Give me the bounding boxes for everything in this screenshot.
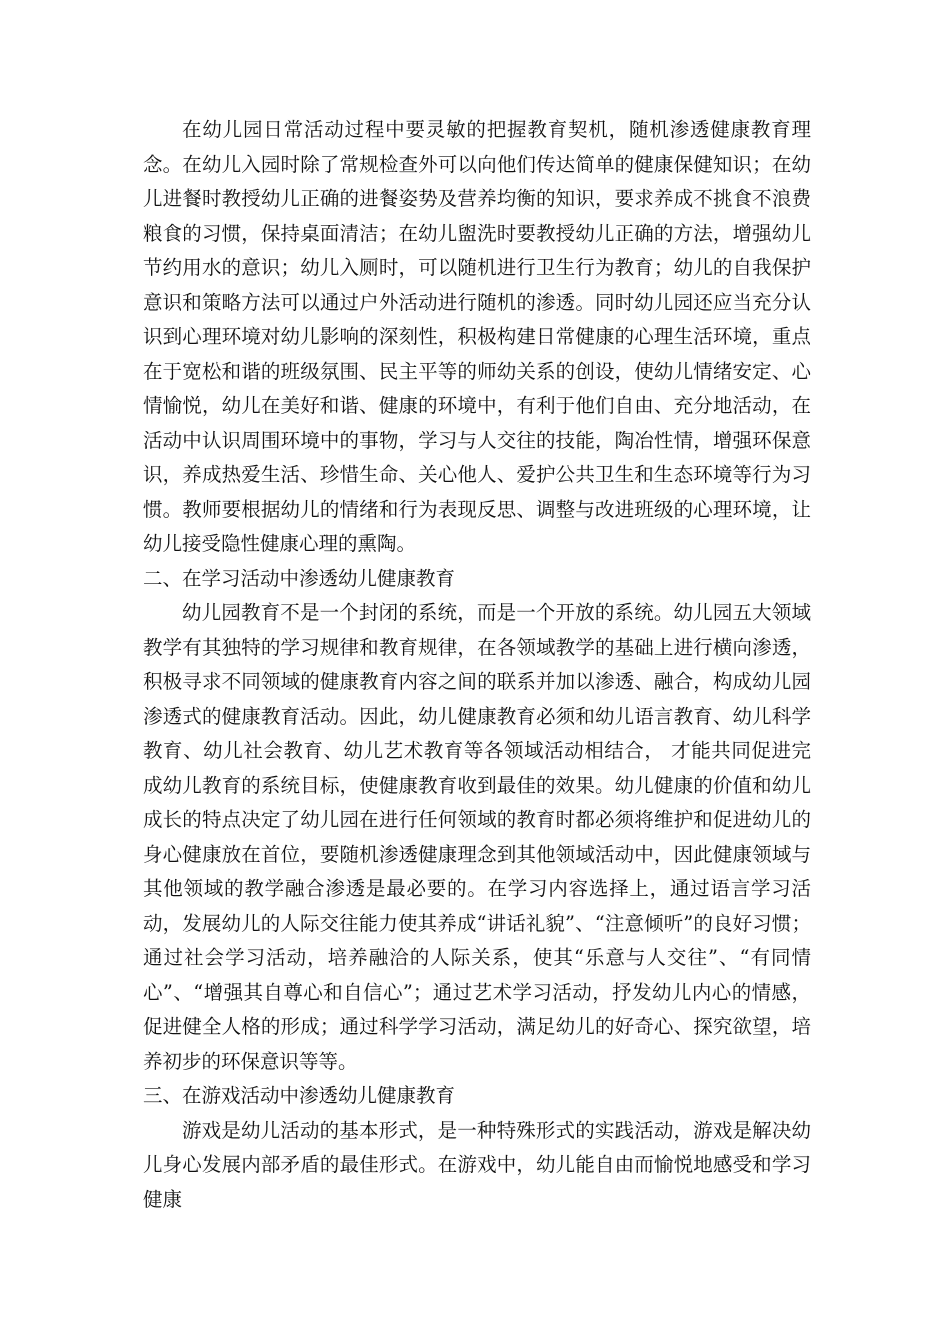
document-body <box>143 113 811 1217</box>
paragraph-daily-activities: 在幼儿园日常活动过程中要灵敏的把握教育契机，随机渗透健康教育理念。在幼儿入园时除了常规检查外可以向他们传达简单的健康保健知识；在幼儿进餐时教授幼儿正确的进餐姿势及营养均衡的知识，要求养成不挑食不浪费粮食的习惯，保持桌面清洁；在幼儿盥洗时要教授幼儿正确的方法，增强幼儿节约用水的意识；幼儿入厕时，可以随机进行卫生行为教育；幼儿的自我保护意识和策略方法可以通过户外活动进行随机的渗透。同时幼儿园还应当充分认识到心理环境对幼儿影响的深刻性，积极构建日常健康的心理生活环境，重点在于宽松和谐的班级氛围、民主平等的师幼关系的创设，使幼儿情绪安定、心情愉悦，幼儿在美好和谐、健康的环境中，有利于他们自由、充分地活动，在活动中认识周围环境中的事物，学习与人交往的技能，陶冶性情，增强环保意识，养成热爱生活、珍惜生命、关心他人、爱护公共卫生和生态环境等行为习惯。教师要根据幼儿的情绪和行为表现反思、调整与改进班级的心理环境，让幼儿接受隐性健康心理的熏陶。 <box>143 118 811 555</box>
paragraph-learning-activities: 幼儿园教育不是一个封闭的系统，而是一个开放的系统。幼儿园五大领域教学有其独特的学习规律和教育规律，在各领域教学的基础上进行横向渗透，积极寻求不同领域的健康教育内容之间的联系并加以渗透、融合，构成幼儿园渗透式的健康教育活动。因此，幼儿健康教育必须和幼儿语言教育、幼儿科学教育、幼儿社会教育、幼儿艺术教育等各领域活动相结合， 才能共同促进完成幼儿教育的系统目标，使健康教育收到最佳的效果。幼儿健康的价值和幼儿成长的特点决定了幼儿园在进行任何领域的教育时都必须将维护和促进幼儿的身心健康放在首位，要随机渗透健康理念到其他领域活动中，因此健康领域与其他领域的教学融合渗透是最必要的。在学习内容选择上，通过语言学习活动，发展幼儿的人际交往能力使其养成“讲话礼貌”、“注意倾听”的良好习惯；通过社会学习活动，培养融洽的人际关系，使其“乐意与人交往”、“有同情心”、“增强其自尊心和自信心”；通过艺术学习活动，抒发幼儿内心的情感，促进健全人格的形成；通过科学学习活动，满足幼儿的好奇心、探究欲望，培养初步的环保意识等等。 <box>143 601 811 1073</box>
paragraph-game-activities: 游戏是幼儿活动的基本形式，是一种特殊形式的实践活动，游戏是解决幼儿身心发展内部矛盾的最佳形式。在游戏中，幼儿能自由而愉悦地感受和学习健康 <box>143 1118 811 1211</box>
section-heading-learning-activities: 二、在学习活动中渗透幼儿健康教育 <box>143 566 456 590</box>
section-heading-game-activities: 三、在游戏活动中渗透幼儿健康教育 <box>143 1084 456 1107</box>
